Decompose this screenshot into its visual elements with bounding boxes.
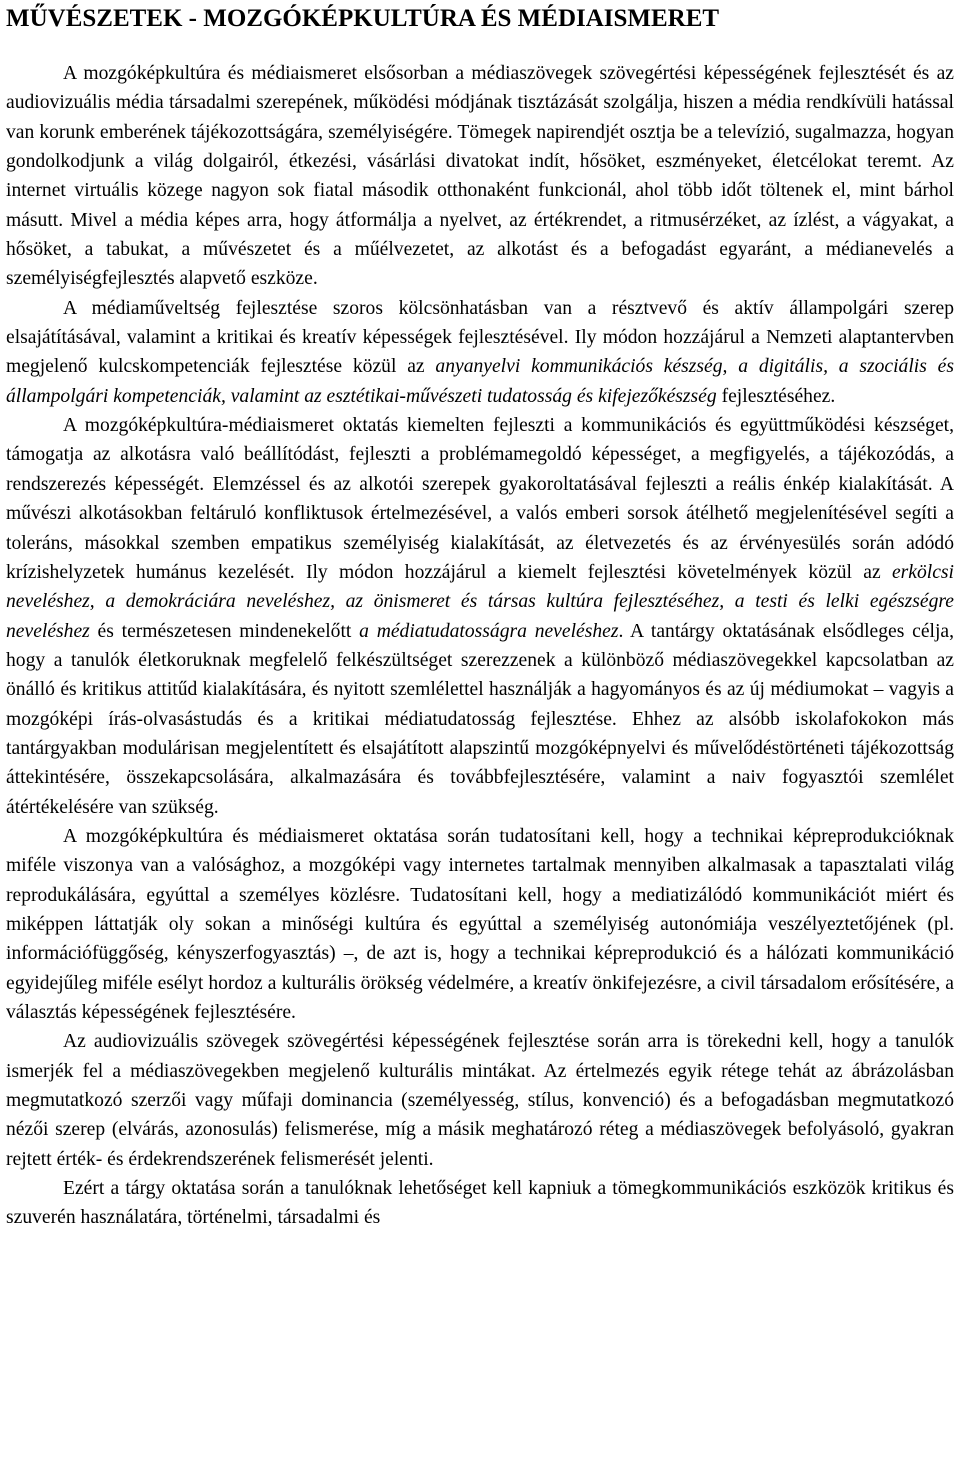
text-run: A mozgóképkultúra és médiaismeret elsősorban a médiaszövegek szövegértési képességének fejlesztését és az audiovizuális média társadalmi szerepének, működési módjának tisztázását szolgálja, hiszen a média rendkívüli hatással van korunk emberének tájékozottságára, személyiségére. Tömegek napirendjét osztja be a televízió, sugalmazza, hogyan gondolkodjunk a világ dolgairól, étkezési, vásárlási divatokat indít, hősöket, eszményeket, életcélokat teremt. Az internet virtuális közege nagyon sok fiatal második otthonaként funkcionál, ahol több időt töltenek el, mint bárhol másutt. Mivel a média képes arra, hogy átformálja a nyelvet, az értékrendet, a ritmusérzéket, az ízlést, a vágyakat, a hősöket, a tabukat, a művészetet és a műélvezetet, az alkotást és a befogadást egyaránt, a médianevelés a személyiségfejlesztés alapvető eszköze. xyxy=(6,63,954,290)
text-run: A médiaműveltség fejlesztése szoros kölcsönhatásban van a résztvevő és aktív állampolgári szerep elsajátításával, valamint a kritikai és kreatív képességek fejlesztésével. Ily módon hozzájárul a Nemzeti alaptantervben megjelenő kulcskompetenciák fejlesztése közül az xyxy=(6,297,954,378)
text-run: fejlesztéséhez. xyxy=(716,385,836,407)
paragraph xyxy=(6,1027,954,1174)
paragraph xyxy=(6,411,954,822)
text-run: . A tantárgy oktatásának elsődleges célja, hogy a tanulók életkoruknak megfelelő felkészültséget szerezzenek a különböző médiaszövegekkel kapcsolatban az önálló és kritikus attitűd kialakítására, és nyitott szemlélettel használják a hagyományos és az új médiumokat – vagyis a mozgóképi írás-olvasástudás és a kritikai médiatudatosság fejlesztése. Ehhez az alsóbb iskolafokokon más tantárgyakban modulárisan megjelentített és elsajátított alapszintű mozgóképnyelvi és művelődéstörténeti tájékozottság áttekintésére, összekapcsolására, alkalmazására és továbbfejlesztésére, valamint a naiv fogyasztói szemlélet átértékelésére van szükség. xyxy=(6,620,955,818)
document-page xyxy=(6,0,954,1233)
text-run: Az audiovizuális szövegek szövegértési képességének fejlesztése során arra is törekedni kell, hogy a tanulók ismerjék fel a médiaszövegekben megjelenő kulturális mintákat. Az értelmezés egyik rétege tehát az ábrázolásban megmutatkozó szerzői vagy műfaji dominancia (személyesség, stílus, konvenció) és a befogadásban megmutatkozó nézői szerep (elvárás, azonosulás) felismerése, míg a másik meghatározó réteg a médiaszövegek befolyásoló, gyakran rejtett érték- és érdekrendszerének felismerését jelenti. xyxy=(6,1031,954,1170)
paragraph xyxy=(6,1174,954,1233)
text-run: A mozgóképkultúra és médiaismeret oktatása során tudatosítani kell, hogy a technikai képreprodukcióknak miféle viszonya van a valósághoz, a mozgóképi vagy internetes tartalmak mennyiben alkalmasak a tapasztalati világ reprodukálására, egyúttal a személyes közlésre. Tudatosítani kell, hogy a mediatizálódó kommunikációt miért és miképpen láttatják oly sokan a minőségi kultúra és egyúttal a személyiség autonómiája veszélyeztetőjének (pl. információfüggőség, kényszerfogyasztás) –, de azt is, hogy a technikai képreprodukció és a hálózati kommunikáció egyidejűleg miféle esélyt hordoz a kulturális örökség védelmére, a kreatív önkifejezésre, a civil társadalom erősítésére, a választás képességének fejlesztésére. xyxy=(6,825,954,1023)
text-run: és természetesen mindenekelőtt xyxy=(89,620,360,642)
document-title: MŰVÉSZETEK - MOZGÓKÉPKULTÚRA ÉS MÉDIAISMERET xyxy=(6,5,720,32)
paragraph xyxy=(6,294,954,411)
text-run: A mozgóképkultúra-médiaismeret oktatás kiemelten fejleszti a kommunikációs és együttműködési készséget, támogatja az alkotásra való beállítódást, fejleszti a problémamegoldó képességet, a megfigyelés, a tájékozódás, a rendszerezés képességét. Elemzéssel és az alkotói szerepek gyakoroltatásával fejleszti a reális énkép kialakítását. A művészi alkotásokban feltáruló konfliktusok értelmezésével, a valós emberi sorsok átélhető megjelenítésével segíti a toleráns, másokkal szemben empatikus személyiség kialakítását, az életvezetés és az érvényesülés során adódó krízishelyzetek humánus kezelését. Ily módon hozzájárul a kiemelt fejlesztési követelmények közül az xyxy=(6,415,954,583)
paragraph xyxy=(6,59,954,294)
document-body xyxy=(6,59,954,1233)
italic-text-run: erkölcsi neveléshez, a demokráciára neveléshez, az önismeret és társas kultúra fejlesztéséhez, a testi és lelki egészségre neveléshez xyxy=(6,561,954,642)
text-run: Ezért a tárgy oktatása során a tanulóknak lehetőséget kell kapniuk a tömegkommunikációs eszközök kritikus és szuverén használatára, történelmi, társadalmi és xyxy=(6,1178,954,1229)
italic-text-run: anyanyelvi kommunikációs készség, a digitális, a szociális és állampolgári kompetenciák, valamint az esztétikai-művészeti tudatosság és kifejezőkészség xyxy=(6,356,954,407)
italic-text-run: a médiatudatosságra neveléshez xyxy=(359,620,619,642)
paragraph xyxy=(6,822,954,1027)
